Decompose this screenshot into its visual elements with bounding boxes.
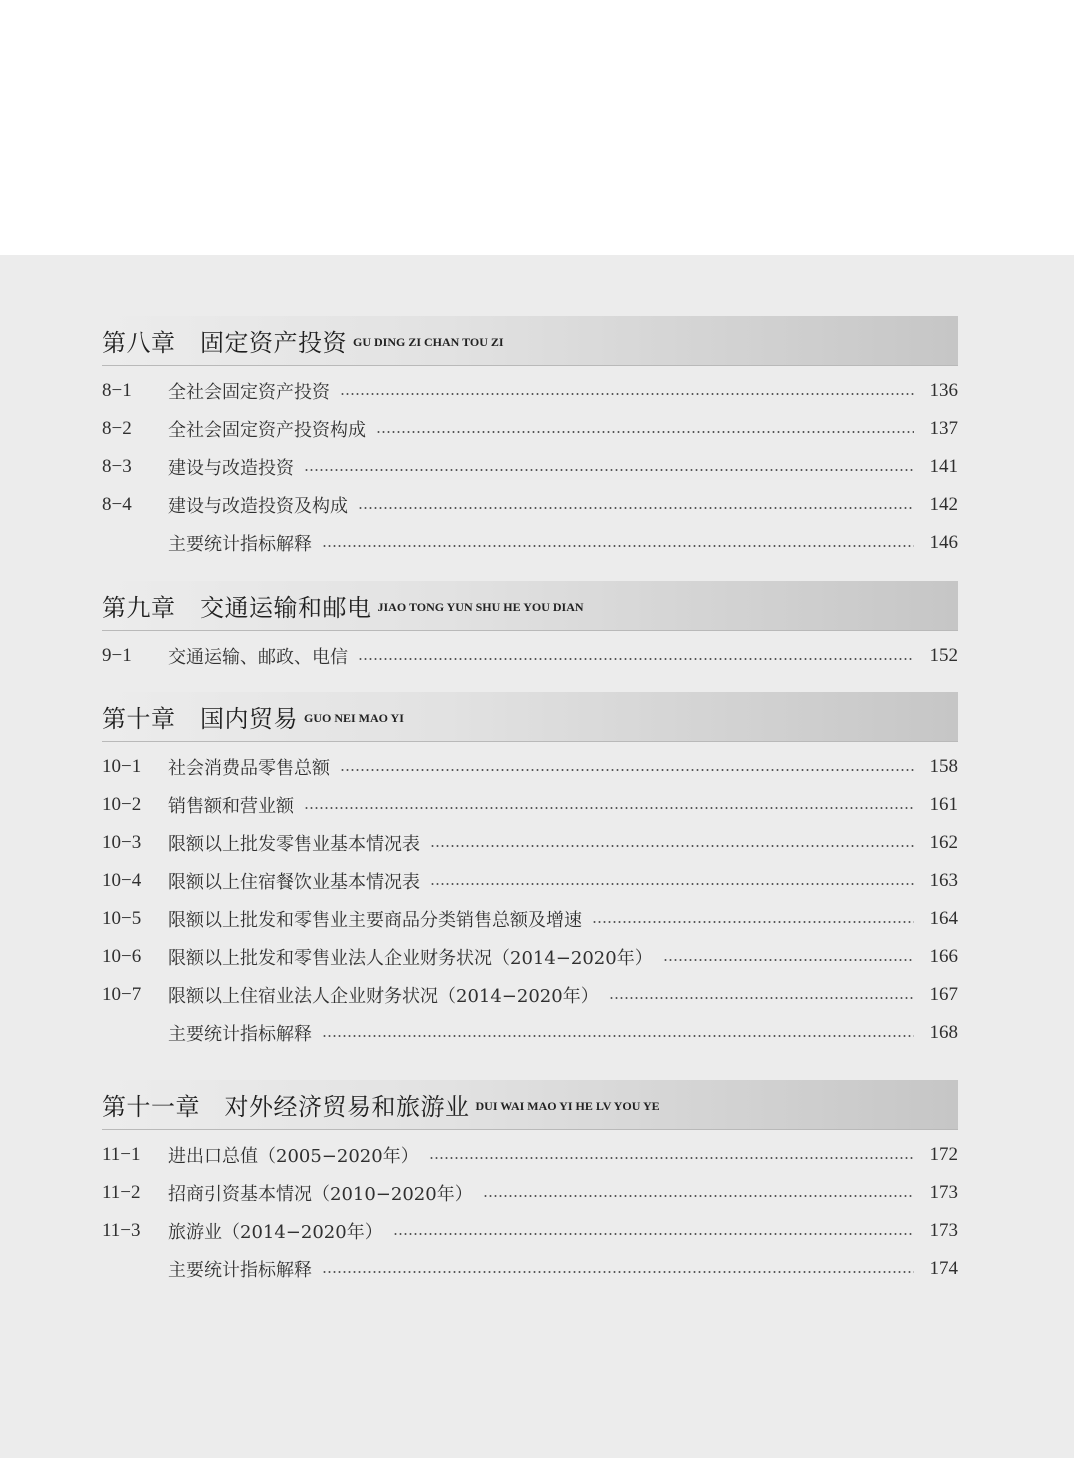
entry-number: 9−1: [102, 645, 132, 666]
entry-title: 建设与改造投资及构成: [168, 496, 348, 517]
page-top-blank: [0, 0, 1074, 255]
entry-page-number: 162: [929, 832, 958, 853]
entry-title: 交通运输、邮政、电信: [168, 647, 348, 668]
toc-entry[interactable]: [102, 976, 958, 1014]
entry-page-number: 163: [929, 870, 958, 891]
entry-number: 10−3: [102, 832, 142, 853]
chapter-header: [102, 1080, 958, 1130]
chapter-pinyin: DUI WAI MAO YI HE LV YOU YE: [475, 1099, 660, 1113]
dot-leader: [429, 1157, 914, 1159]
entry-page-number: 142: [929, 494, 958, 515]
chapter-header: [102, 692, 958, 742]
chapter-section: [102, 1080, 958, 1288]
entry-number: 10−6: [102, 946, 142, 967]
dot-leader: [376, 431, 914, 433]
entry-title: 旅游业（2014−2020年）: [168, 1222, 383, 1243]
entry-list: [102, 372, 958, 562]
dot-leader: [322, 1035, 914, 1037]
toc-entry[interactable]: [102, 900, 958, 938]
entry-page-number: 166: [929, 946, 958, 967]
toc-entry[interactable]: [102, 372, 958, 410]
entry-number: 11−2: [102, 1182, 141, 1203]
entry-number: 8−2: [102, 418, 132, 439]
toc-entry[interactable]: [102, 410, 958, 448]
entry-page-number: 167: [929, 984, 958, 1005]
entry-title: 全社会固定资产投资: [168, 382, 330, 403]
entry-title: 主要统计指标解释: [168, 1260, 312, 1281]
toc-entry[interactable]: [102, 1174, 958, 1212]
entry-page-number: 168: [929, 1022, 958, 1043]
toc-entry[interactable]: [102, 824, 958, 862]
chapter-pinyin: GUO NEI MAO YI: [304, 711, 404, 725]
toc-entry[interactable]: [102, 748, 958, 786]
entry-number: 10−5: [102, 908, 142, 929]
entry-title: 建设与改造投资: [168, 458, 294, 479]
chapter-header: [102, 581, 958, 631]
toc-entry[interactable]: [102, 1250, 958, 1288]
chapter-title: 第八章 固定资产投资: [102, 329, 347, 357]
entry-page-number: 173: [929, 1182, 958, 1203]
entry-page-number: 141: [929, 456, 958, 477]
entry-page-number: 164: [929, 908, 958, 929]
toc-entry[interactable]: [102, 486, 958, 524]
chapter-title: 第十一章 对外经济贸易和旅游业: [102, 1093, 470, 1121]
entry-title: 进出口总值（2005−2020年）: [168, 1146, 419, 1167]
toc-entry[interactable]: [102, 862, 958, 900]
dot-leader: [663, 959, 914, 961]
entry-title: 限额以上批发和零售业法人企业财务状况（2014−2020年）: [168, 948, 653, 969]
entry-title: 招商引资基本情况（2010−2020年）: [168, 1184, 473, 1205]
entry-page-number: 172: [929, 1144, 958, 1165]
dot-leader: [430, 883, 914, 885]
toc-entry[interactable]: [102, 637, 958, 675]
entry-page-number: 152: [929, 645, 958, 666]
dot-leader: [358, 507, 914, 509]
entry-number: 10−7: [102, 984, 142, 1005]
toc-entry[interactable]: [102, 938, 958, 976]
entry-number: 8−4: [102, 494, 132, 515]
entry-title: 社会消费品零售总额: [168, 758, 330, 779]
toc-entry[interactable]: [102, 1212, 958, 1250]
entry-page-number: 158: [929, 756, 958, 777]
entry-title: 限额以上批发和零售业主要商品分类销售总额及增速: [168, 910, 582, 931]
toc-entry[interactable]: [102, 1014, 958, 1052]
dot-leader: [304, 807, 914, 809]
chapter-section: [102, 581, 958, 675]
entry-page-number: 137: [929, 418, 958, 439]
entry-page-number: 161: [929, 794, 958, 815]
entry-title: 限额以上批发零售业基本情况表: [168, 834, 420, 855]
entry-page-number: 173: [929, 1220, 958, 1241]
entry-list: [102, 1136, 958, 1288]
entry-list: [102, 748, 958, 1052]
dot-leader: [322, 545, 914, 547]
chapter-section: [102, 692, 958, 1052]
entry-page-number: 174: [929, 1258, 958, 1279]
dot-leader: [430, 845, 914, 847]
dot-leader: [358, 658, 914, 660]
entry-title: 主要统计指标解释: [168, 1024, 312, 1045]
entry-title: 限额以上住宿餐饮业基本情况表: [168, 872, 420, 893]
entry-title: 主要统计指标解释: [168, 534, 312, 555]
entry-number: 10−4: [102, 870, 142, 891]
entry-number: 11−1: [102, 1144, 141, 1165]
entry-number: 10−2: [102, 794, 142, 815]
dot-leader: [304, 469, 914, 471]
entry-page-number: 136: [929, 380, 958, 401]
chapter-pinyin: JIAO TONG YUN SHU HE YOU DIAN: [377, 600, 584, 614]
entry-title: 销售额和营业额: [168, 796, 294, 817]
toc-entry[interactable]: [102, 1136, 958, 1174]
dot-leader: [592, 921, 914, 923]
toc-entry[interactable]: [102, 448, 958, 486]
dot-leader: [483, 1195, 914, 1197]
entry-number: 8−3: [102, 456, 132, 477]
entry-title: 限额以上住宿业法人企业财务状况（2014−2020年）: [168, 986, 599, 1007]
chapter-section: [102, 316, 958, 562]
entry-number: 10−1: [102, 756, 142, 777]
entry-list: [102, 637, 958, 675]
chapter-title: 第十章 国内贸易: [102, 705, 298, 733]
chapter-header: [102, 316, 958, 366]
toc-entry[interactable]: [102, 524, 958, 562]
chapter-pinyin: GU DING ZI CHAN TOU ZI: [353, 335, 504, 349]
entry-number: 8−1: [102, 380, 132, 401]
entry-number: 11−3: [102, 1220, 141, 1241]
entry-title: 全社会固定资产投资构成: [168, 420, 366, 441]
dot-leader: [340, 769, 914, 771]
dot-leader: [322, 1271, 914, 1273]
entry-page-number: 146: [929, 532, 958, 553]
dot-leader: [393, 1233, 914, 1235]
dot-leader: [340, 393, 914, 395]
chapter-title: 第九章 交通运输和邮电: [102, 594, 372, 622]
dot-leader: [609, 997, 914, 999]
toc-entry[interactable]: [102, 786, 958, 824]
